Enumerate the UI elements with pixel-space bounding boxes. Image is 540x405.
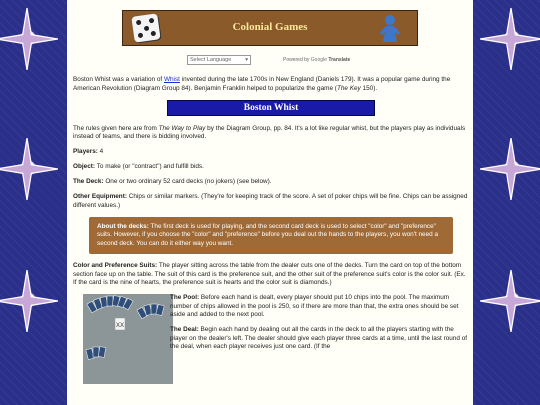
translate-link[interactable]: Translate	[328, 57, 351, 63]
pool-text-column	[170, 294, 470, 358]
object-paragraph: Object: To make (or "contract") and fulfill bids.	[73, 163, 204, 171]
game-pawn-icon	[379, 14, 401, 44]
intro-paragraph: Boston Whist was a variation of Whist invented during the late 1700s in New England (Daniels 179). It was a popular game during the American Revolution (Diagram Group 84). Benjamin Franklin helped to popularize the game (The Key 150).	[73, 76, 451, 92]
translate-widget	[187, 54, 350, 66]
about-decks-note: About the decks: The first deck is used for playing, and the second card deck is used to select "color" and "preference" suits. However, if you choose the "color" and "preference" before you deal out the hands to the players, you won't need a second deck. You can do it either way you want.	[89, 217, 453, 255]
card-table-photo	[83, 294, 173, 384]
star-decoration-icon	[0, 8, 58, 70]
whist-link[interactable]: Whist	[163, 76, 180, 83]
language-select[interactable]	[187, 55, 251, 65]
main-content-panel	[67, 0, 473, 405]
deal-paragraph: The Deal: Begin each hand by dealing out all the cards in the deck to all the players starting with the player on the dealer's left. The dealer should give each player three cards at a time, until the last round of the deal, when each player receives just one card. (If the	[170, 326, 468, 351]
star-decoration-icon	[0, 270, 58, 332]
powered-by-label: Powered by	[283, 57, 310, 63]
section-title: Boston Whist	[167, 100, 375, 116]
rules-source-paragraph: The rules given here are from The Way to Play by the Diagram Group, pp. 84. It's a lot like regular whist, but the players play as individuals instead of teams, and there is bidding involved.	[73, 124, 466, 141]
color-preference-paragraph: Color and Preference Suits: The player sitting across the table from the dealer cuts one of the decks. Turn the card on top of the bottom section face up on the table. The suit of this card is the preference suit, and the other suit of the preference suit's color is the color suit. (Ex. If the card is the nine of hearts, the preference suit is hearts and the color suit is diamonds.)	[73, 262, 466, 287]
site-title: Colonial Games	[232, 21, 308, 33]
chevron-down-icon: ▾	[245, 57, 248, 63]
site-banner[interactable]	[122, 10, 418, 46]
google-logo-text: Google	[310, 57, 327, 63]
card-mark-label: XX	[115, 323, 125, 330]
equipment-paragraph: Other Equipment: Chips or similar markers. (They're for keeping track of the score. A set of poker chips will be fine. Chips can be assigned different values.)	[73, 193, 468, 209]
deck-paragraph: The Deck: One or two ordinary 52 card decks (no jokers) (see below).	[73, 178, 272, 186]
star-decoration-icon	[0, 138, 58, 200]
players-paragraph: Players: 4	[73, 148, 104, 156]
language-select-value: Select Language	[190, 57, 232, 63]
pool-section	[73, 294, 469, 384]
star-decoration-icon	[480, 138, 540, 200]
article-content	[73, 76, 469, 384]
pool-paragraph: The Pool: Before each hand is dealt, every player should put 10 chips into the pool. The maximum number of chips allowed in the pool is 250, so if there are more than that, the extra ones should be set aside and added to the next pool.	[170, 294, 459, 319]
star-decoration-icon	[480, 270, 540, 332]
star-decoration-icon	[480, 8, 540, 70]
